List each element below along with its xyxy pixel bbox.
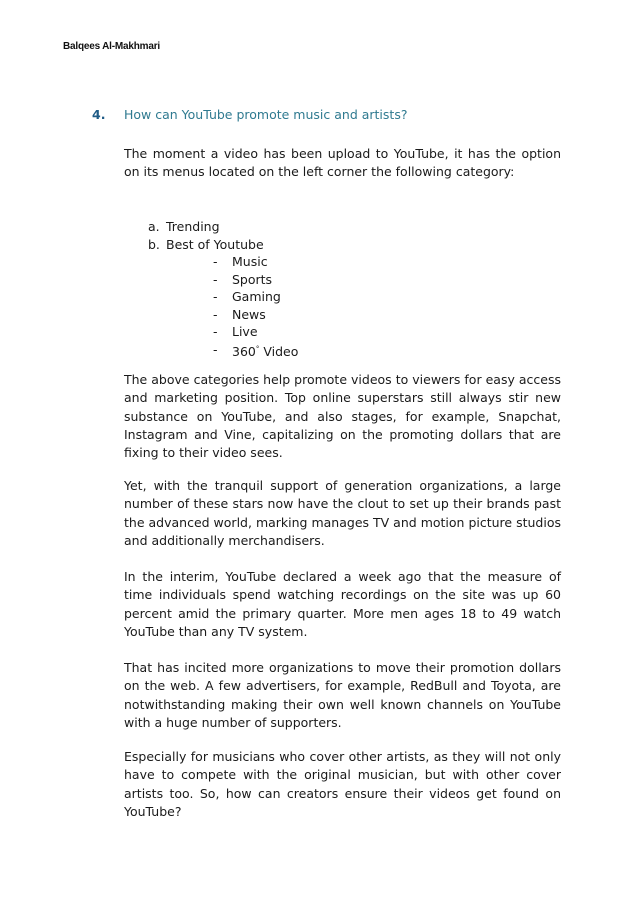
subcategory-label: News [232,306,266,322]
body-paragraph: Yet, with the tranquil support of generation organizations, a large number of these stars now have the clout to set up their brands past the advanced world, marking manages TV and motion picture studios and additionally merchandisers. [124,478,561,548]
degree-superscript: ° [255,344,260,353]
body-paragraph: That has incited more organizations to move their promotion dollars on the web. A few advertisers, for example, RedBull and Toyota, are notwithstanding making their own well known channels on YouTube with a huge number of supporters. [124,660,561,730]
subcategory-item [148,341,298,361]
intro-paragraph: The moment a video has been upload to YouTube, it has the option on its menus located on the left corner the following category: [124,146,561,180]
body-paragraph: The above categories help promote videos to viewers for easy access and marketing position. Top online superstars still always stir new substance on YouTube, and also stages, for example, Snapchat, Instagram and Vine, capitalizing on the promoting dollars that are fixing to their video sees. [124,372,561,461]
list-dash: - [213,271,218,287]
subcategory-item [148,306,298,324]
subcategory-label: Live [232,324,258,339]
subcategory-item [148,253,298,271]
subcategory-label: Gaming [232,289,281,304]
category-label: Trending [166,219,220,234]
subcategory-item [148,323,298,341]
list-dash: - [213,306,218,322]
subcategory-label: Music [232,254,268,269]
body-paragraph: Especially for musicians who cover other artists, as they will not only have to compete with the original musician, but with other cover artists too. So, how can creators ensure their videos get found on YouTube? [124,749,561,819]
subcategory-list [148,253,298,360]
question-heading: How can YouTube promote music and artists? [124,107,408,122]
list-dash: - [213,254,218,269]
category-item [148,218,298,236]
subcategory-label: Sports [232,271,273,287]
subcategory-label: 360 [232,343,256,359]
subcategory-item [148,288,298,306]
question-number: 4. [92,107,106,122]
page-header-author: Balqees Al-Makhmari [63,41,160,52]
category-item [148,236,298,361]
list-dash: - [213,341,218,357]
subcategory-label-suffix: Video [259,343,299,359]
category-letter: a. [148,219,160,234]
list-dash: - [213,289,218,304]
category-letter: b. [148,236,160,252]
body-paragraph: In the interim, YouTube declared a week ago that the measure of time individuals spend watching recordings on the site was up 60 percent amid the primary quarter. More men ages 18 to 49 watch YouTube than any TV system. [124,569,561,639]
category-label: Best of Youtube [166,236,264,252]
subcategory-item [148,271,298,289]
category-list [148,218,298,360]
list-dash: - [213,324,218,339]
